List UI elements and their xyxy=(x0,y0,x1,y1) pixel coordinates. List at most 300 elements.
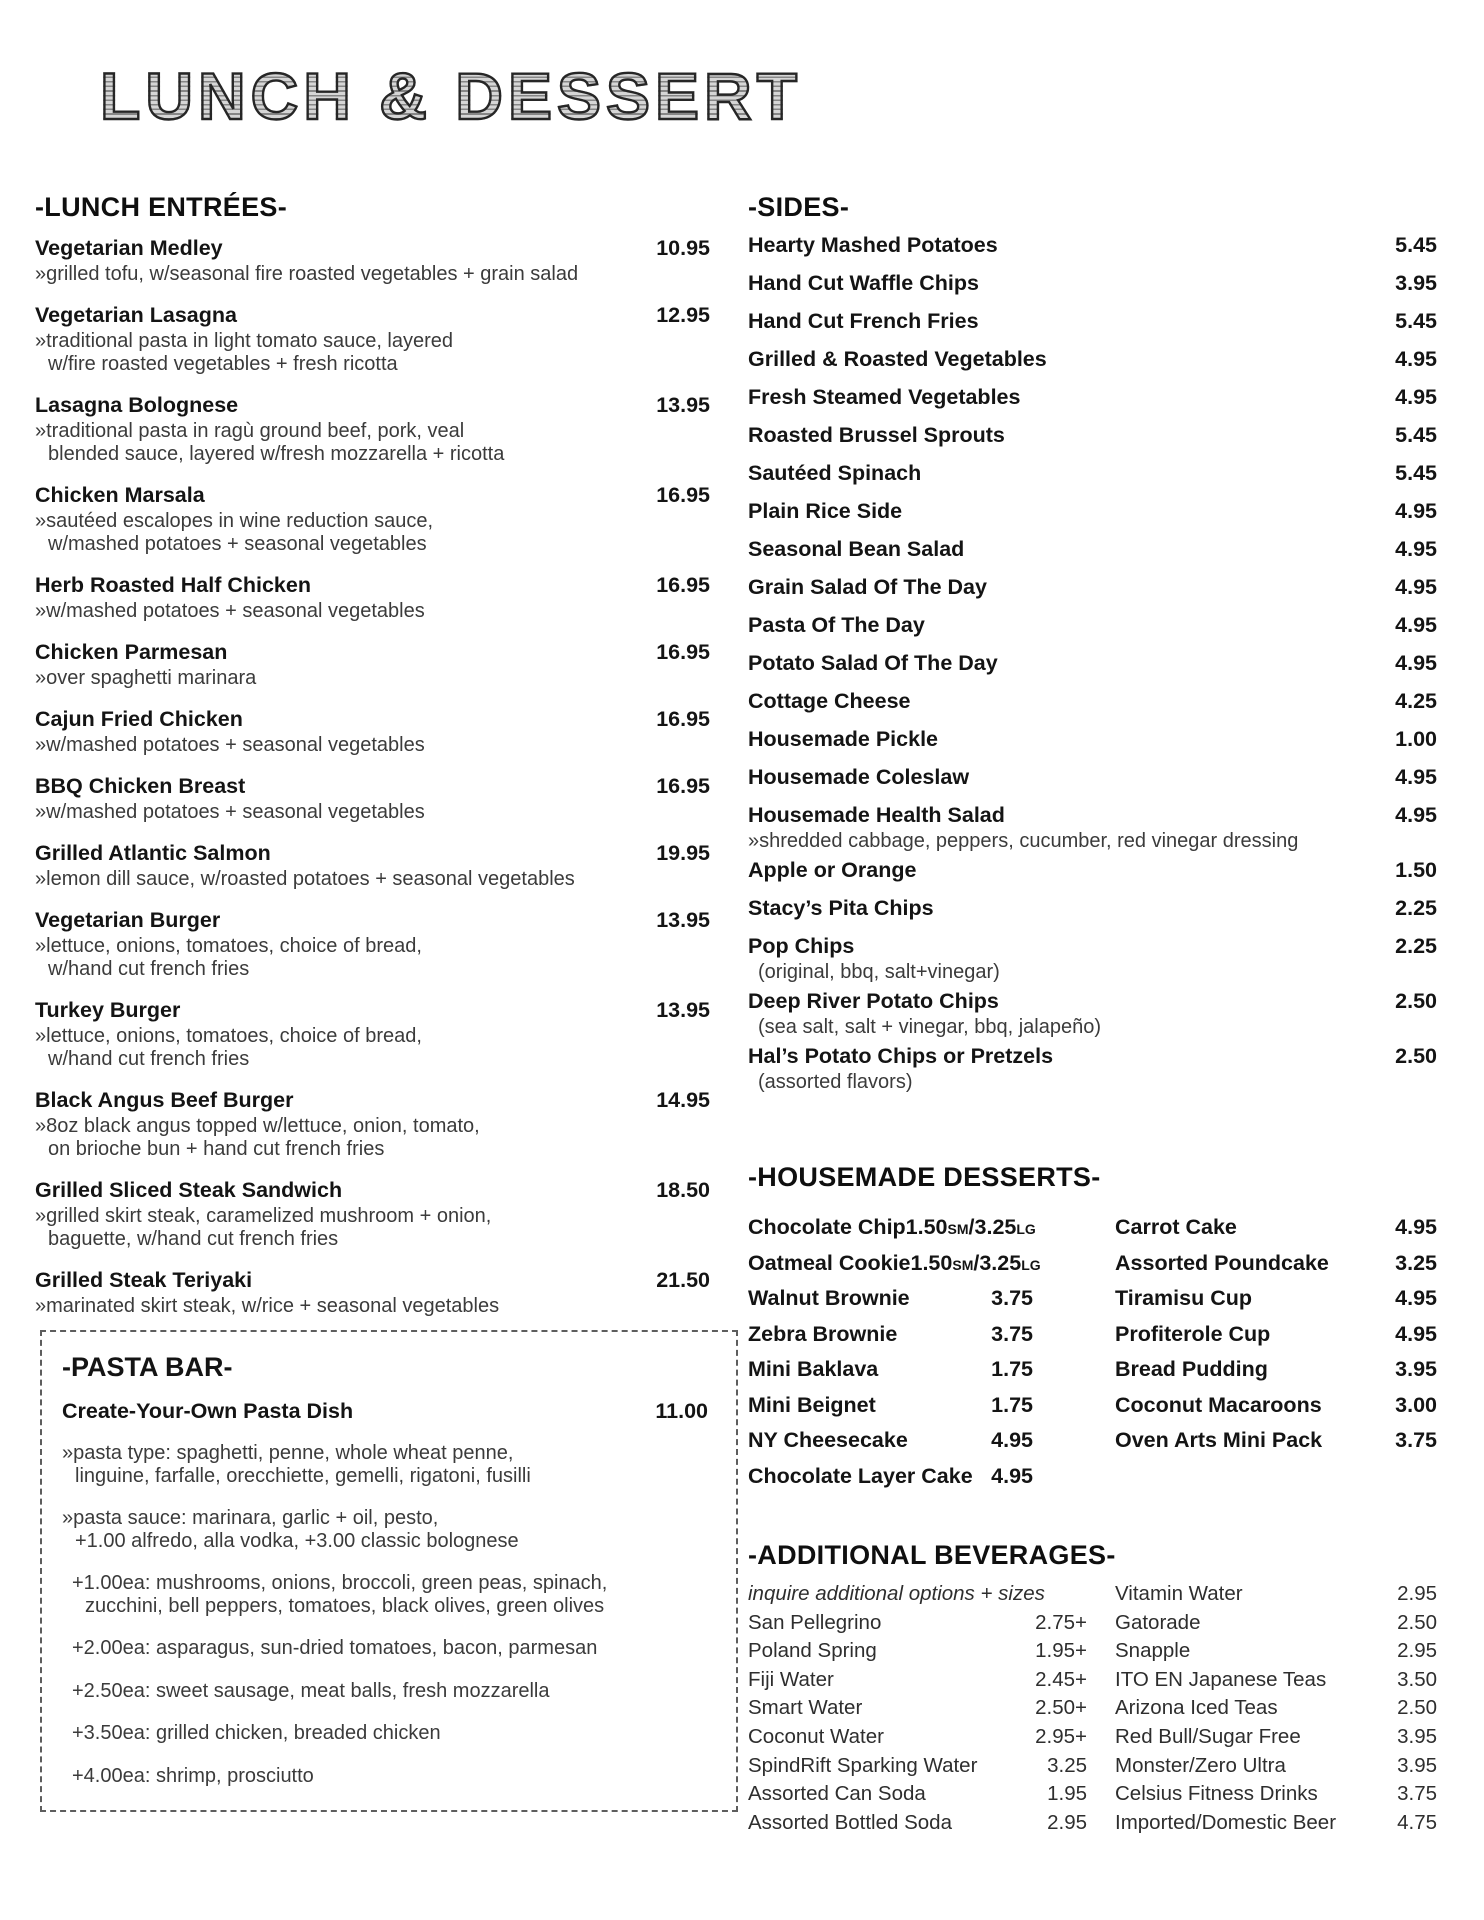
menu-item-price: 2.75+ xyxy=(1035,1610,1087,1634)
lunch-entrees-list xyxy=(35,233,710,1318)
menu-item xyxy=(748,537,1437,561)
menu-item-name: Tiramisu Cup xyxy=(1115,1286,1252,1310)
menu-item xyxy=(748,1393,1033,1429)
menu-item-name: Vegetarian Medley xyxy=(35,236,223,260)
menu-item-price: 4.95 xyxy=(991,1463,1033,1488)
beverages-column-1 xyxy=(748,1582,1087,1839)
menu-item xyxy=(748,989,1437,1038)
menu-item-name: Mini Beignet xyxy=(748,1392,876,1417)
desserts-column-1 xyxy=(748,1215,1041,1499)
menu-item-description: w/hand cut french fries xyxy=(48,958,250,980)
menu-item-row xyxy=(748,347,1437,371)
menu-item-price: 13.95 xyxy=(656,393,710,417)
menu-item-name: Herb Roasted Half Chicken xyxy=(35,573,311,597)
menu-item xyxy=(748,1611,1087,1640)
menu-item-price: 21.50 xyxy=(656,1268,710,1292)
menu-item-name: Arizona Iced Teas xyxy=(1115,1696,1278,1720)
menu-item-price: 3.95 xyxy=(1397,1724,1437,1748)
menu-item-description: on brioche bun + hand cut french fries xyxy=(48,1138,385,1160)
menu-item-description: blended sauce, layered w/fresh mozzarella + ricotta xyxy=(48,443,505,465)
menu-item-name: Snapple xyxy=(1115,1639,1191,1663)
menu-item-row xyxy=(35,704,710,734)
menu-item-name: SpindRift Sparking Water xyxy=(748,1753,978,1777)
menu-item xyxy=(35,905,710,981)
menu-item-name: Turkey Burger xyxy=(35,998,181,1022)
menu-item-name: Coconut Macaroons xyxy=(1115,1392,1322,1417)
menu-item-price: 14.95 xyxy=(656,1088,710,1112)
menu-item xyxy=(1115,1428,1437,1464)
menu-item-name: Grilled & Roasted Vegetables xyxy=(748,347,1047,371)
price-value: 1.50 xyxy=(910,1250,953,1275)
menu-item-price: 2.95 xyxy=(1047,1810,1087,1834)
menu-item-price xyxy=(911,1251,1041,1276)
menu-item-price: 1.75 xyxy=(991,1357,1033,1381)
pasta-bar-note xyxy=(62,1722,708,1745)
menu-item-name: Create-Your-Own Pasta Dish xyxy=(62,1399,354,1423)
menu-item-name: Potato Salad Of The Day xyxy=(748,651,998,675)
menu-item xyxy=(748,1044,1437,1093)
pasta-bar-note xyxy=(62,1442,708,1487)
menu-item xyxy=(1115,1611,1437,1640)
menu-item-name: Roasted Brussel Sprouts xyxy=(748,423,1005,447)
menu-item-row xyxy=(748,271,1437,295)
menu-item-price: 1.75 xyxy=(991,1392,1033,1417)
menu-item-row xyxy=(748,309,1437,333)
menu-item-price: 16.95 xyxy=(656,483,710,507)
menu-item-name: Cajun Fried Chicken xyxy=(35,707,243,731)
menu-item-price: 18.50 xyxy=(656,1178,710,1202)
menu-item-price: 3.50 xyxy=(1397,1667,1437,1691)
menu-item-name: Plain Rice Side xyxy=(748,499,903,523)
menu-item-name: Vegetarian Lasagna xyxy=(35,303,237,327)
menu-item xyxy=(1115,1286,1437,1322)
pasta-bar-note-line: +1.00 alfredo, alla vodka, +3.00 classic bolognese xyxy=(75,1529,519,1552)
menu-item-price xyxy=(906,1215,1036,1240)
menu-item-row xyxy=(748,934,1437,958)
pasta-bar-note xyxy=(62,1572,708,1617)
price-separator: / xyxy=(968,1215,975,1239)
menu-item xyxy=(1115,1215,1437,1251)
pasta-bar-notes xyxy=(62,1442,708,1787)
menu-item-price: 16.95 xyxy=(656,774,710,798)
menu-item-name: Housemade Coleslaw xyxy=(748,765,970,789)
pasta-bar-note-line: »pasta type: spaghetti, penne, whole wheat penne, xyxy=(62,1442,514,1464)
menu-item-description: »w/mashed potatoes + seasonal vegetables xyxy=(35,600,425,622)
menu-item-price: 3.25 xyxy=(1047,1753,1087,1777)
beverages-grid xyxy=(748,1582,1437,1839)
menu-item-price: 13.95 xyxy=(656,998,710,1022)
pasta-bar-note xyxy=(62,1765,708,1788)
menu-item-name: Apple or Orange xyxy=(748,858,917,882)
menu-item-price: 3.25 xyxy=(1395,1250,1437,1275)
menu-item xyxy=(748,347,1437,371)
menu-item-price: 16.95 xyxy=(656,640,710,664)
menu-item-description: »lettuce, onions, tomatoes, choice of bread, xyxy=(35,1025,422,1047)
menu-item-row xyxy=(35,1265,710,1295)
menu-item xyxy=(748,803,1437,852)
desserts-column-2 xyxy=(1115,1215,1437,1499)
menu-item xyxy=(748,1215,1036,1251)
menu-item-name: Oven Arts Mini Pack xyxy=(1115,1428,1323,1452)
desserts-grid xyxy=(748,1215,1437,1499)
menu-item-name: Lasagna Bolognese xyxy=(35,393,239,417)
menu-item-row xyxy=(748,461,1437,485)
menu-item-name: Monster/Zero Ultra xyxy=(1115,1753,1286,1777)
menu-item xyxy=(1115,1322,1437,1358)
menu-item-price: 2.50 xyxy=(1395,1044,1437,1068)
sides-header: -SIDES- xyxy=(748,192,850,222)
menu-item-description: (original, bbq, salt+vinegar) xyxy=(758,961,1000,983)
menu-item-price: 1.50 xyxy=(1395,858,1437,882)
menu-item xyxy=(748,1428,1033,1464)
menu-item-row xyxy=(748,651,1437,675)
menu-item xyxy=(748,1754,1087,1783)
menu-item-name: Carrot Cake xyxy=(1115,1215,1237,1239)
menu-item-description: »lemon dill sauce, w/roasted potatoes + seasonal vegetables xyxy=(35,868,575,890)
menu-item-row xyxy=(748,575,1437,599)
pasta-bar-note-line: +2.00ea: asparagus, sun-dried tomatoes, bacon, parmesan xyxy=(72,1637,598,1659)
menu-item-price: 4.95 xyxy=(1395,651,1437,675)
menu-item-name: Chocolate Chip xyxy=(748,1215,906,1239)
menu-item-name: Smart Water xyxy=(748,1696,863,1720)
desserts-section xyxy=(748,1162,1437,1499)
menu-item-name: Housemade Pickle xyxy=(748,727,939,751)
menu-item-description: baguette, w/hand cut french fries xyxy=(48,1228,339,1250)
menu-item-name: Fresh Steamed Vegetables xyxy=(748,385,1021,409)
menu-item xyxy=(748,858,1437,882)
menu-item xyxy=(748,385,1437,409)
menu-item xyxy=(35,480,710,556)
pasta-bar-section xyxy=(40,1330,738,1812)
menu-item-price: 3.75 xyxy=(991,1321,1033,1346)
pasta-bar-header: -PASTA BAR- xyxy=(62,1352,233,1382)
menu-item-name: Sautéed Spinach xyxy=(748,461,922,485)
menu-item-row xyxy=(35,905,710,935)
price-value: 1.50 xyxy=(905,1215,948,1239)
menu-item-row xyxy=(35,1085,710,1115)
menu-item-row xyxy=(748,858,1437,882)
menu-item-price: 4.95 xyxy=(1395,537,1437,561)
menu-item xyxy=(748,934,1437,983)
menu-item-row xyxy=(748,803,1437,827)
menu-item-name: Housemade Health Salad xyxy=(748,803,1005,827)
menu-item-name: Grain Salad Of The Day xyxy=(748,575,987,599)
menu-item-price: 5.45 xyxy=(1395,233,1437,257)
menu-item-name: Oatmeal Cookie xyxy=(748,1250,911,1275)
menu-item xyxy=(748,1639,1087,1668)
menu-item-price: 19.95 xyxy=(656,841,710,865)
menu-item-price: 4.95 xyxy=(1395,1286,1437,1310)
pasta-bar-note xyxy=(62,1680,708,1703)
menu-item-row xyxy=(35,995,710,1025)
menu-item-name: ITO EN Japanese Teas xyxy=(1115,1667,1327,1691)
menu-item-row xyxy=(748,727,1437,751)
menu-item xyxy=(1115,1582,1437,1611)
menu-item-name: Gatorade xyxy=(1115,1610,1201,1634)
menu-item-price: 2.45+ xyxy=(1035,1667,1087,1691)
menu-item xyxy=(748,689,1437,713)
menu-item-name: Seasonal Bean Salad xyxy=(748,537,965,561)
menu-item-name: Walnut Brownie xyxy=(748,1286,910,1310)
menu-item-name: Chicken Marsala xyxy=(35,483,205,507)
lunch-entrees-section xyxy=(35,192,710,1332)
menu-item-price: 3.95 xyxy=(1397,1753,1437,1777)
menu-item-price: 2.95+ xyxy=(1035,1724,1087,1748)
menu-item-name: Assorted Bottled Soda xyxy=(748,1810,952,1834)
menu-item-price: 2.95 xyxy=(1397,1582,1437,1605)
menu-item xyxy=(748,1696,1087,1725)
menu-item-row xyxy=(748,499,1437,523)
menu-item-name: Red Bull/Sugar Free xyxy=(1115,1724,1301,1748)
menu-item-description: »over spaghetti marinara xyxy=(35,667,257,689)
menu-item-price: 5.45 xyxy=(1395,309,1437,333)
menu-item-price: 2.95 xyxy=(1397,1639,1437,1663)
menu-item-name: San Pellegrino xyxy=(748,1610,882,1634)
menu-item-price: 5.45 xyxy=(1395,461,1437,485)
menu-item-name: Zebra Brownie xyxy=(748,1321,898,1346)
beverages-section xyxy=(748,1540,1437,1839)
menu-item-price: 2.50 xyxy=(1397,1696,1437,1720)
menu-item-description: »traditional pasta in ragù ground beef, pork, veal xyxy=(35,420,465,442)
menu-item xyxy=(748,423,1437,447)
menu-item-name: Assorted Can Soda xyxy=(748,1782,926,1806)
menu-item-row xyxy=(748,537,1437,561)
price-separator: / xyxy=(973,1250,980,1275)
menu-item xyxy=(1115,1696,1437,1725)
menu-item xyxy=(748,1811,1087,1840)
menu-item xyxy=(748,461,1437,485)
pasta-bar-note-line: linguine, farfalle, orecchiette, gemelli, rigatoni, fusilli xyxy=(75,1464,531,1487)
menu-item-description: (sea salt, salt + vinegar, bbq, jalapeño) xyxy=(758,1016,1101,1038)
menu-item-description: »sautéed escalopes in wine reduction sauce, xyxy=(35,510,434,532)
menu-item xyxy=(1115,1782,1437,1811)
menu-title: LUNCH & DESSERT xyxy=(100,59,803,133)
pasta-bar-note xyxy=(62,1507,708,1552)
menu-item xyxy=(748,1464,1033,1500)
menu-item xyxy=(35,1265,710,1318)
menu-item-name: Hal’s Potato Chips or Pretzels xyxy=(748,1044,1054,1068)
column-gap xyxy=(1087,1582,1115,1839)
menu-item-description: w/fire roasted vegetables + fresh ricotta xyxy=(48,353,398,375)
menu-item-name: Vegetarian Burger xyxy=(35,908,221,932)
menu-item xyxy=(748,651,1437,675)
menu-item-row xyxy=(35,233,710,263)
menu-item xyxy=(35,704,710,757)
menu-item-row xyxy=(35,480,710,510)
menu-item-description: »grilled tofu, w/seasonal fire roasted vegetables + grain salad xyxy=(35,263,579,285)
menu-item-name: Celsius Fitness Drinks xyxy=(1115,1782,1318,1806)
menu-item-name: Assorted Poundcake xyxy=(1115,1250,1329,1275)
menu-item-description: w/hand cut french fries xyxy=(48,1048,250,1070)
menu-item xyxy=(1115,1639,1437,1668)
menu-item-name: Chocolate Layer Cake xyxy=(748,1463,973,1488)
menu-item-price: 1.95+ xyxy=(1035,1639,1087,1663)
menu-item-description: »lettuce, onions, tomatoes, choice of bread, xyxy=(35,935,422,957)
menu-item-row xyxy=(748,233,1437,257)
sides-list xyxy=(748,233,1437,1093)
menu-item-price: 10.95 xyxy=(656,236,710,260)
menu-item-price: 4.95 xyxy=(1395,765,1437,789)
menu-item xyxy=(1115,1357,1437,1393)
menu-item-name: Hearty Mashed Potatoes xyxy=(748,233,998,257)
price-size-label: SM xyxy=(947,1221,969,1237)
menu-item-price: 2.50+ xyxy=(1035,1696,1087,1720)
menu-item-price: 4.95 xyxy=(1395,385,1437,409)
menu-item-name: Grilled Sliced Steak Sandwich xyxy=(35,1178,343,1202)
menu-item-price: 13.95 xyxy=(656,908,710,932)
menu-item xyxy=(35,1175,710,1251)
sides-section xyxy=(748,192,1437,1099)
menu-item-price: 1.00 xyxy=(1395,727,1437,751)
menu-item xyxy=(748,896,1437,920)
menu-item xyxy=(748,1250,1041,1287)
menu-item-price: 3.75 xyxy=(1395,1428,1437,1452)
menu-item-price: 4.75 xyxy=(1397,1810,1437,1834)
pasta-bar-note-line: zucchini, bell peppers, tomatoes, black olives, green olives xyxy=(85,1594,605,1617)
pasta-bar-note-line: +2.50ea: sweet sausage, meat balls, fresh mozzarella xyxy=(72,1679,550,1702)
menu-item-name: Grilled Steak Teriyaki xyxy=(35,1268,253,1292)
menu-item-name: NY Cheesecake xyxy=(748,1428,908,1452)
menu-item xyxy=(35,838,710,891)
menu-item-price: 3.75 xyxy=(991,1286,1033,1310)
menu-item-row xyxy=(748,989,1437,1013)
menu-item-name: Grilled Atlantic Salmon xyxy=(35,841,271,865)
menu-item-row xyxy=(748,1044,1437,1068)
desserts-header: -HOUSEMADE DESSERTS- xyxy=(748,1162,1101,1192)
menu-item xyxy=(35,390,710,466)
menu-item-name: Stacy’s Pita Chips xyxy=(748,896,934,920)
price-size-label: LG xyxy=(1021,1256,1041,1273)
menu-item-name: Profiterole Cup xyxy=(1115,1321,1271,1346)
pasta-bar-note xyxy=(62,1637,708,1660)
beverages-note: inquire additional options + sizes xyxy=(748,1582,1045,1605)
menu-item-row xyxy=(35,771,710,801)
menu-item-name: Coconut Water xyxy=(748,1724,884,1748)
menu-item-row xyxy=(748,765,1437,789)
menu-item xyxy=(35,233,710,286)
menu-item-description: »marinated skirt steak, w/rice + seasonal vegetables xyxy=(35,1295,500,1317)
menu-item-price: 4.25 xyxy=(1395,689,1437,713)
menu-item-price: 12.95 xyxy=(656,303,710,327)
menu-item-price: 2.50 xyxy=(1395,989,1437,1013)
menu-item-name: Vitamin Water xyxy=(1115,1582,1243,1605)
menu-item-description: »8oz black angus topped w/lettuce, onion, tomato, xyxy=(35,1115,480,1137)
menu-item-description: »shredded cabbage, peppers, cucumber, red vinegar dressing xyxy=(748,830,1299,852)
menu-item-description: »grilled skirt steak, caramelized mushroom + onion, xyxy=(35,1205,492,1227)
menu-item-row xyxy=(748,689,1437,713)
menu-item-name: Poland Spring xyxy=(748,1639,877,1663)
menu-item-price: 4.95 xyxy=(1395,613,1437,637)
menu-item-name: Pasta Of The Day xyxy=(748,613,925,637)
menu-item-name: Hand Cut Waffle Chips xyxy=(748,271,979,295)
menu-item-price: 3.95 xyxy=(1395,271,1437,295)
price-value: 3.25 xyxy=(979,1250,1022,1275)
menu-item-price: 4.95 xyxy=(1395,1321,1437,1346)
menu-item-row xyxy=(35,637,710,667)
menu-item-name: Pop Chips xyxy=(748,934,855,958)
menu-item-price: 2.25 xyxy=(1395,934,1437,958)
menu-item-price: 11.00 xyxy=(655,1399,708,1423)
menu-item-description: »w/mashed potatoes + seasonal vegetables xyxy=(35,734,425,756)
menu-item xyxy=(748,1668,1087,1697)
menu-item-price: 1.95 xyxy=(1047,1782,1087,1806)
menu-item-name: Hand Cut French Fries xyxy=(748,309,979,333)
menu-item xyxy=(748,233,1437,257)
menu-item-row xyxy=(35,570,710,600)
menu-item-price: 5.45 xyxy=(1395,423,1437,447)
menu-item xyxy=(35,995,710,1071)
menu-item-price: 2.50 xyxy=(1397,1610,1437,1634)
menu-item xyxy=(1115,1725,1437,1754)
menu-item-row xyxy=(62,1397,708,1425)
beverages-header: -ADDITIONAL BEVERAGES- xyxy=(748,1540,1116,1570)
menu-item xyxy=(35,1085,710,1161)
menu-item xyxy=(748,1782,1087,1811)
menu-item xyxy=(1115,1251,1437,1287)
menu-item xyxy=(35,637,710,690)
menu-item-name: Chicken Parmesan xyxy=(35,640,228,664)
menu-item xyxy=(748,727,1437,751)
menu-item-price: 4.95 xyxy=(1395,347,1437,371)
menu-item-row xyxy=(748,896,1437,920)
menu-item-name: Cottage Cheese xyxy=(748,689,911,713)
menu-item-row xyxy=(35,838,710,868)
menu-item-description: »traditional pasta in light tomato sauce, layered xyxy=(35,330,454,352)
menu-item-row xyxy=(35,300,710,330)
menu-item xyxy=(748,1357,1033,1393)
menu-item xyxy=(1115,1668,1437,1697)
menu-item-price: 2.25 xyxy=(1395,896,1437,920)
pasta-bar-note-line: +1.00ea: mushrooms, onions, broccoli, green peas, spinach, xyxy=(72,1572,608,1594)
menu-item xyxy=(748,1286,1033,1322)
menu-item-description: (assorted flavors) xyxy=(758,1071,913,1093)
menu-item xyxy=(748,1322,1033,1358)
menu-item-price: 4.95 xyxy=(1395,803,1437,827)
menu-item-price: 4.95 xyxy=(1395,1215,1437,1239)
price-value: 3.25 xyxy=(974,1215,1017,1239)
lunch-entrees-header: -LUNCH ENTRÉES- xyxy=(35,192,287,222)
menu-item xyxy=(35,570,710,623)
menu-item-price: 3.00 xyxy=(1395,1392,1437,1417)
menu-item-name: Bread Pudding xyxy=(1115,1357,1268,1381)
menu-item-name: Black Angus Beef Burger xyxy=(35,1088,294,1112)
menu-item-name: Imported/Domestic Beer xyxy=(1115,1810,1337,1834)
pasta-bar-note-line: +3.50ea: grilled chicken, breaded chicken xyxy=(72,1722,441,1744)
menu-item-name: Mini Baklava xyxy=(748,1357,879,1381)
menu-item-price: 4.95 xyxy=(1395,575,1437,599)
menu-item-row xyxy=(748,613,1437,637)
menu-item xyxy=(748,1725,1087,1754)
menu-item-price: 16.95 xyxy=(656,707,710,731)
menu-item-row xyxy=(748,385,1437,409)
menu-item-price: 3.95 xyxy=(1395,1357,1437,1381)
pasta-bar-note-line: +4.00ea: shrimp, prosciutto xyxy=(72,1764,314,1787)
menu-item-row xyxy=(35,390,710,420)
menu-item-description: »w/mashed potatoes + seasonal vegetables xyxy=(35,801,425,823)
beverages-column-2 xyxy=(1115,1582,1437,1839)
menu-item-row xyxy=(35,1175,710,1205)
pasta-bar-note-line: »pasta sauce: marinara, garlic + oil, pesto, xyxy=(62,1507,439,1529)
price-size-label: LG xyxy=(1016,1221,1036,1237)
menu-item xyxy=(748,271,1437,295)
menu-item xyxy=(748,575,1437,599)
menu-item xyxy=(748,765,1437,789)
menu-item-price: 16.95 xyxy=(656,573,710,597)
menu-item-description: w/mashed potatoes + seasonal vegetables xyxy=(48,533,427,555)
menu-item-price: 4.95 xyxy=(991,1428,1033,1452)
menu-item xyxy=(1115,1754,1437,1783)
column-gap xyxy=(1033,1215,1115,1499)
